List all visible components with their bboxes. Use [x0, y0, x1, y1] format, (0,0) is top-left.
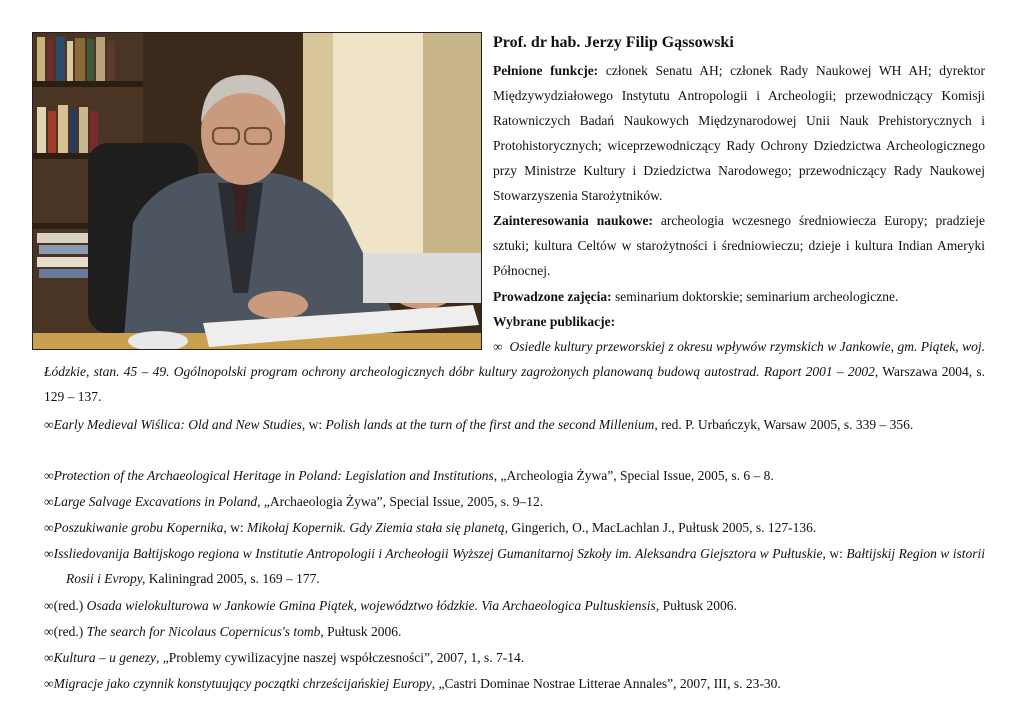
publication-item — [44, 619, 985, 644]
bullet-symbol: ∞ — [44, 598, 54, 613]
publication-rest: , Pułtusk 2006. — [320, 624, 402, 639]
functions-paragraph — [493, 58, 985, 208]
publication-rest: , „Archaeologia Żywa”, Special Issue, 2005, s. 9–12. — [257, 494, 544, 509]
publication-title: Poszukiwanie grobu Kopernika — [53, 520, 224, 535]
publication-rest: Gingerich, O., MacLachlan J., Pułtusk 2005, s. 127-136. — [507, 520, 817, 535]
publication-rest: , Warszawa 2004, s. 129 – 137. — [44, 364, 985, 404]
interests-text: archeologia wczesnego średniowiecza Europy; pradzieje sztuki; kultura Celtów w starożytności i średniowieczu; dzieje i kultura Indian Ameryki Północnej. — [493, 213, 985, 278]
classes-paragraph — [493, 284, 985, 309]
publication-rest: , Pułtusk 2006. — [655, 598, 737, 613]
publication-rest: Kaliningrad 2005, s. 169 – 177. — [145, 571, 320, 586]
interests-label: Zainteresowania naukowe: — [493, 213, 653, 228]
interests-paragraph — [493, 208, 985, 283]
bullet-symbol: ∞ — [44, 417, 54, 432]
publication-prefix: (red.) — [53, 598, 87, 613]
bullet-symbol: ∞ — [44, 624, 54, 639]
publication-prefix: (red.) — [53, 624, 87, 639]
publication-title: The search for Nicolaus Copernicus's tomb — [86, 624, 321, 639]
publication-rest: , „Castri Dominae Nostrae Litterae Annales”, 2007, III, s. 23-30. — [431, 676, 781, 691]
publication-rest: , „Problemy cywilizacyjne naszej współczesności”, 2007, 1, s. 7-14. — [156, 650, 525, 665]
publication-item — [44, 645, 985, 670]
classes-label: Prowadzone zajęcia: — [493, 289, 612, 304]
publication-title: Protection of the Archaeological Heritage in Poland: Legislation and Institutions — [53, 468, 494, 483]
publication-title: Issliedovanija Bałtijskogo regiona w Institutie Antropologii i Archeołogii Wyższej Gumanitarnoj Szkoły im. Aleksandra Giejsztora w Pułtuskie — [53, 546, 823, 561]
publication-mid: , w: — [822, 546, 847, 561]
bullet-symbol: ∞ — [44, 468, 54, 483]
functions-label: Pełnione funkcje: — [493, 63, 599, 78]
bullet-symbol: ∞ — [44, 546, 54, 561]
publication-item — [44, 541, 985, 591]
bullet-symbol: ∞ — [493, 339, 503, 354]
publication-title: Osada wielokulturowa w Jankowie Gmina Piątek, województwo łódzkie. Via Archaeologica Pultuskiensis — [86, 598, 656, 613]
person-name: Prof. dr hab. Jerzy Filip Gąssowski — [493, 34, 734, 51]
publication-title: Large Salvage Excavations in Poland — [53, 494, 258, 509]
publication-mid: , w: — [223, 520, 247, 535]
publication-title: Kultura – u genezy — [53, 650, 156, 665]
publication-source-title: Polish lands at the turn of the first and the second Millenium, — [325, 417, 658, 432]
bullet-symbol: ∞ — [44, 494, 54, 509]
publication-source-title: Bałtijskij Region w istorii Rosii i Evropy, — [66, 546, 986, 586]
publication-source-title: Mikołaj Kopernik. Gdy Ziemia stała się planetą, — [247, 520, 508, 535]
publication-rest: red. P. Urbańczyk, Warsaw 2005, s. 339 – 356. — [657, 417, 914, 432]
bullet-symbol: ∞ — [44, 650, 54, 665]
publication-mid: , w: — [301, 417, 326, 432]
bullet-symbol: ∞ — [44, 676, 54, 691]
publication-item — [44, 334, 985, 409]
publication-rest: , „Archeologia Żywa”, Special Issue, 2005, s. 6 – 8. — [493, 468, 774, 483]
publications-heading: Wybrane publikacje: — [493, 314, 616, 329]
functions-text: członek Senatu AH; członek Rady Naukowej WH AH; dyrektor Międzywydziałowego Instytutu Antropologii i Archeologii; przewodniczący Komisji Ratowniczych Badań Naukowych Międzynarodowej Unii Nauk Prehistorycznych i Protohistorycznych; wiceprzewodniczący Rady Ochrony Dziedzictwa Archeologicznego przy Ministrze Kultury i Dziedzictwa Narodowego; przewodniczący Rady Naukowej Stowarzyszenia Starożytników. — [493, 63, 985, 203]
publication-item — [44, 412, 985, 437]
publication-item — [44, 463, 985, 488]
publication-title: Osiedle kultury przeworskiej z okresu wpływów rzymskich w Jankowie, gm. Piątek, woj. Łódzkie, stan. 45 – 49. Ogólnopolski program ochrony archeologicznych dóbr kultury zagrożonych planowaną budową autostrad. Raport 2001 – 2002 — [44, 339, 986, 379]
classes-text: seminarium doktorskie; seminarium archeologiczne. — [611, 289, 899, 304]
publication-item — [44, 593, 985, 618]
publication-title: Migracje jako czynnik konstytuujący początki chrześcijańskiej Europy — [53, 676, 432, 691]
publication-item — [44, 489, 985, 514]
portrait-photo — [32, 32, 482, 350]
publication-item — [44, 671, 985, 696]
publication-item — [44, 515, 985, 540]
bullet-symbol: ∞ — [44, 520, 54, 535]
publication-title: Early Medieval Wiślica: Old and New Studies — [53, 417, 302, 432]
